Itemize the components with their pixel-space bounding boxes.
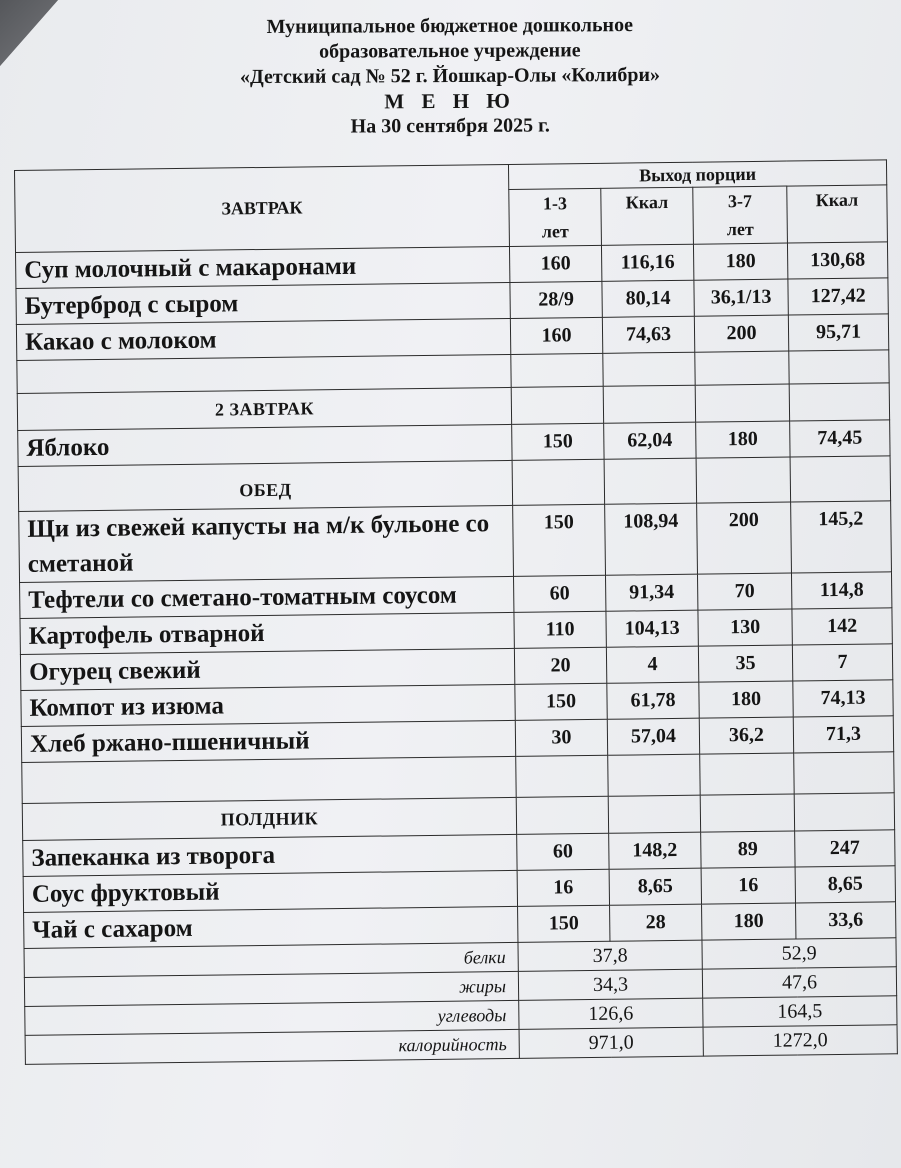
- kcal-3-7: 142: [792, 608, 892, 645]
- kcal-1-3: 28: [610, 904, 702, 941]
- kcal-3-7: 130,68: [787, 242, 887, 279]
- section-snack: ПОЛДНИК: [22, 797, 516, 840]
- kcal-3-7: 33,6: [796, 902, 896, 939]
- kcal-3-7: 95,71: [788, 314, 888, 351]
- portion-1-3: 110: [514, 611, 606, 648]
- portion-1-3: 150: [518, 905, 610, 942]
- kcal-3-7: 74,13: [793, 680, 893, 717]
- portion-3-7: 16: [701, 867, 795, 904]
- portion-3-7: 200: [694, 315, 788, 352]
- document-header: [60, 12, 841, 141]
- portion-header: Выход порции: [508, 160, 886, 190]
- portion-3-7: 130: [698, 609, 792, 646]
- col-age-3-7-a: 3-7: [727, 190, 753, 212]
- table-row: [19, 501, 892, 583]
- kcal-1-3: 4: [606, 646, 698, 683]
- menu-title: М Е Н Ю: [384, 88, 516, 114]
- menu-table-wrapper: [14, 159, 901, 1160]
- section-breakfast: ЗАВТРАК: [15, 164, 510, 252]
- dish-name: Щи из свежей капусты на м/к бульоне со сметаной: [19, 505, 514, 582]
- col-age-1-3-a: 1-3: [542, 193, 568, 214]
- portion-3-7: 89: [701, 831, 795, 868]
- kcal-1-3: 108,94: [605, 503, 698, 575]
- dish-name: Огурец свежий: [20, 648, 514, 690]
- nutrition-value-1-3: 971,0: [519, 1027, 703, 1058]
- kcal-1-3: 80,14: [602, 280, 694, 317]
- nutrition-label: жиры: [24, 971, 518, 1006]
- col-age-1-3-b: лет: [541, 221, 569, 242]
- nutrition-value-1-3: 34,3: [518, 969, 702, 1000]
- dish-name: Картофель отварной: [20, 612, 514, 654]
- dish-name: Компот из изюма: [21, 684, 515, 726]
- nutrition-value-3-7: 1272,0: [703, 1025, 897, 1056]
- org-line-3: «Детский сад № 52 г. Йошкар-Олы «Колибри»: [239, 63, 661, 89]
- kcal-1-3: 62,04: [604, 422, 696, 459]
- kcal-1-3: 57,04: [607, 718, 699, 755]
- dish-name: Суп молочный с макаронами: [16, 246, 510, 288]
- portion-3-7: 180: [693, 243, 787, 280]
- kcal-3-7: 8,65: [795, 866, 895, 903]
- col-kcal-1: Ккал: [601, 187, 694, 245]
- kcal-1-3: 8,65: [609, 868, 701, 905]
- portion-1-3: 20: [514, 647, 606, 684]
- section-breakfast-2: 2 ЗАВТРАК: [17, 387, 511, 430]
- dish-name: Какао с молоком: [16, 318, 510, 360]
- portion-1-3: 150: [515, 683, 607, 720]
- col-age-1-3: [509, 188, 602, 246]
- portion-1-3: 160: [509, 245, 601, 282]
- nutrition-value-1-3: 126,6: [519, 998, 703, 1029]
- kcal-1-3: 61,78: [607, 682, 699, 719]
- portion-1-3: 150: [512, 423, 604, 460]
- col-age-3-7-b: лет: [726, 218, 754, 240]
- dish-name: Чай с сахаром: [24, 906, 518, 948]
- portion-1-3: 60: [517, 833, 609, 870]
- kcal-1-3: 148,2: [609, 832, 701, 869]
- portion-3-7: 200: [697, 502, 792, 574]
- kcal-3-7: 74,45: [790, 420, 890, 457]
- menu-table: [14, 159, 898, 1065]
- col-age-3-7: [693, 186, 788, 244]
- portion-1-3: 30: [515, 719, 607, 756]
- portion-3-7: 36,1/13: [694, 279, 788, 316]
- nutrition-label: белки: [24, 942, 518, 977]
- portion-1-3: 16: [517, 869, 609, 906]
- nutrition-label: калорийность: [25, 1029, 519, 1064]
- dish-name: Хлеб ржано-пшеничный: [21, 720, 515, 762]
- nutrition-value-3-7: 164,5: [703, 996, 897, 1027]
- portion-3-7: 70: [697, 573, 791, 610]
- portion-1-3: 160: [510, 317, 602, 354]
- kcal-3-7: 7: [792, 644, 892, 681]
- nutrition-label: углеводы: [25, 1000, 519, 1035]
- dish-name: Запеканка из творога: [23, 834, 517, 876]
- nutrition-value-1-3: 37,8: [518, 940, 702, 971]
- kcal-3-7: 71,3: [793, 716, 893, 753]
- portion-3-7: 35: [698, 645, 792, 682]
- portion-3-7: 180: [696, 421, 790, 458]
- section-lunch: ОБЕД: [18, 460, 513, 511]
- kcal-3-7: 247: [795, 830, 895, 867]
- nutrition-value-3-7: 52,9: [702, 938, 896, 969]
- portion-1-3: 28/9: [510, 281, 602, 318]
- col-kcal-2: Ккал: [787, 185, 888, 243]
- org-line-2: образовательное учреждение: [319, 39, 581, 63]
- kcal-1-3: 74,63: [602, 316, 694, 353]
- portion-3-7: 180: [699, 681, 793, 718]
- portion-3-7: 180: [702, 903, 796, 940]
- org-line-1: Муниципальное бюджетное дошкольное: [266, 14, 633, 38]
- kcal-3-7: 127,42: [788, 278, 888, 315]
- kcal-3-7: 145,2: [791, 501, 892, 573]
- nutrition-value-3-7: 47,6: [702, 967, 896, 998]
- dish-name: Тефтели со сметано-томатным соусом: [20, 576, 514, 618]
- kcal-1-3: 91,34: [605, 574, 697, 611]
- dish-name: Бутерброд с сыром: [16, 282, 510, 324]
- kcal-1-3: 104,13: [606, 610, 698, 647]
- portion-1-3: 60: [514, 575, 606, 612]
- dish-name: Яблоко: [18, 424, 512, 466]
- kcal-1-3: 116,16: [601, 244, 693, 281]
- portion-3-7: 36,2: [699, 717, 793, 754]
- dish-name: Соус фруктовый: [23, 870, 517, 912]
- kcal-3-7: 114,8: [791, 572, 891, 609]
- menu-date: На 30 сентября 2025 г.: [350, 114, 550, 138]
- portion-1-3: 150: [513, 504, 606, 576]
